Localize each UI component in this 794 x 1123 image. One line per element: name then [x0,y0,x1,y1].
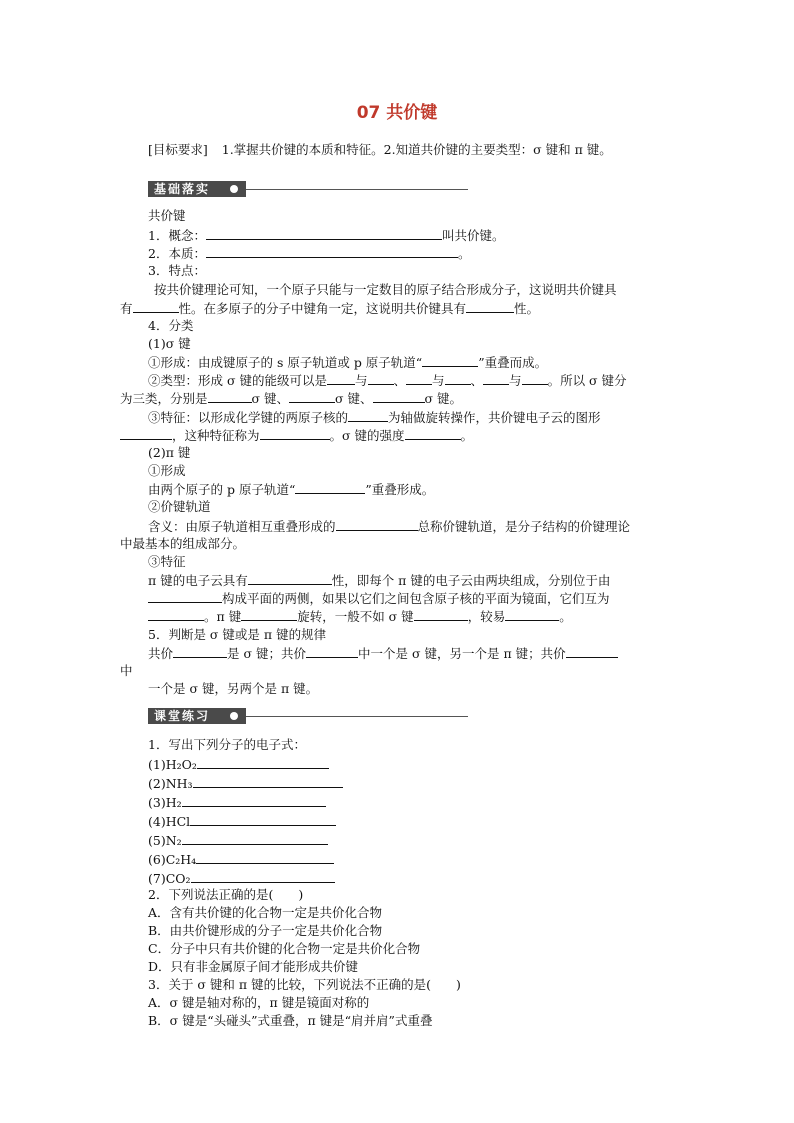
text-line: ，这种特征称为 。σ 键的强度 。 [120,427,473,444]
answer-item: (6)C₂H₄ [148,851,334,868]
divider [246,716,468,717]
bullet-dot-icon [230,185,238,193]
question-3: 3．关于 σ 键和 π 键的比较，下列说法不正确的是( ) [148,977,461,992]
objectives-label: [目标要求] [148,142,208,157]
text-line: 中 [120,663,133,678]
text-line: 为三类，分别是 σ 键、 σ 键、 σ 键。 [120,391,463,406]
learning-objectives [148,140,688,158]
section-label: 基础落实 [148,181,246,197]
option: B．由共价键形成的分子一定是共价化合物 [148,923,383,938]
answer-item: (3)H₂ [148,794,326,811]
section-heading: 共价键 [148,208,186,223]
text-line: 3．特点： [148,263,206,278]
answer-item: (7)CO₂ [148,870,335,887]
text-line: 中最基本的组成部分。 [120,536,246,551]
objectives-text: 1.掌握共价键的本质和特征。2.知道共价键的主要类型：σ 键和 π 键。 [221,142,612,157]
option: A．含有共价键的化合物一定是共价化合物 [148,905,383,920]
answer-item: (5)N₂ [148,832,328,849]
text-line: 有 性。在多原子的分子中键角一定，这说明共价键具有 性。 [120,301,540,316]
answer-item: (1)H₂O₂ [148,756,329,773]
page-title: 07 共价键 [356,103,438,123]
text-line: 由两个原子的 p 原子轨道“ ”重叠形成。 [148,482,435,497]
text-line: ①形成 [148,463,186,478]
text-line: 1．概念： 叫共价键。 [148,228,505,243]
text-line: 按共价键理论可知，一个原子只能与一定数目的原子结合形成分子，这说明共价键具 [154,282,617,297]
option: C．分子中只有共价键的化合物一定是共价化合物 [148,941,421,956]
question-1: 1．写出下列分子的电子式： [148,737,306,752]
question-2: 2．下列说法正确的是( ) [148,887,304,902]
text-line: 共价 是 σ 键；共价 中一个是 σ 键，另一个是 π 键；共价 [148,645,618,662]
section-banner-practice [148,708,468,724]
bullet-dot-icon [230,712,238,720]
text-line: 。π 键 旋转，一般不如 σ 键 ，较易 。 [148,608,572,625]
option: B．σ 键是“头碰头”式重叠，π 键是“肩并肩”式重叠 [148,1013,433,1028]
answer-item: (4)HCl [148,813,336,830]
text-line: 构成平面的两侧，如果以它们之间包含原子核的平面为镜面，它们互为 [148,590,610,607]
text-line: 4．分类 [148,318,194,333]
text-line: ③特征：以形成化学键的两原子核的 为轴做旋转操作，共价键电子云的图形 [148,410,601,425]
option: A．σ 键是轴对称的，π 键是镜面对称的 [148,995,370,1010]
text-line: π 键的电子云具有 性，即每个 π 键的电子云由两块组成，分别位于由 [148,573,611,588]
text-line: ②价键轨道 [148,499,211,514]
text-line: ①形成：由成键原子的 s 原子轨道或 p 原子轨道“ ”重叠而成。 [148,355,548,370]
answer-item: (2)NH₃ [148,775,343,792]
text-line: ③特征 [148,554,186,569]
text-line: 一个是 σ 键，另两个是 π 键。 [148,681,319,696]
text-line: (2)π 键 [148,445,191,460]
divider [246,189,468,190]
text-line: 5．判断是 σ 键或是 π 键的规律 [148,627,327,642]
text-line: (1)σ 键 [148,336,191,351]
option: D．只有非金属原子间才能形成共价键 [148,959,359,974]
section-label: 课堂练习 [148,708,246,724]
text-line: ②类型：形成 σ 键的能级可以是 与 、 与 、 与 。所以 σ 键分 [148,373,627,388]
section-banner-basic [148,181,468,197]
text-line: 含义：由原子轨道相互重叠形成的 总称价键轨道，是分子结构的价键理论 [148,519,631,534]
text-line: 2．本质： 。 [148,246,471,261]
